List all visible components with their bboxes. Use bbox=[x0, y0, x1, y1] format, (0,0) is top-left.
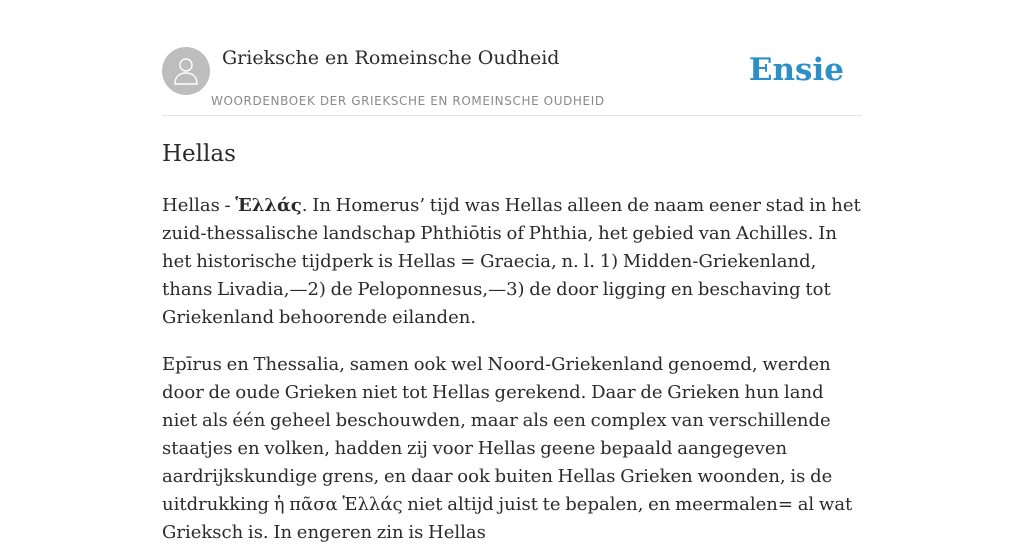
avatar[interactable] bbox=[162, 47, 210, 95]
source-title[interactable]: Grieksche en Romeinsche Oudheid bbox=[222, 47, 560, 69]
article-paragraph-2: Epīrus en Thessalia, samen ook wel Noord-Griekenland genoemd, werden door de oude Grieken niet tot Hellas gerekend. Daar de Grieken hun land niet als één geheel beschouwden, maar als een complex van verschillende staatjes en volken, hadden zij voor Hellas geene bepaald aangegeven aardrijkskundige grens, en daar ook buiten Hellas Grieken woonden, is de uitdrukking ἡ πᾶσα Ἑλλάς niet altijd juist te bepalen, en meermalen= al wat Grieksch is. In engeren zin is Hellas bbox=[162, 354, 853, 543]
header bbox=[162, 0, 862, 116]
paragraph-1-lead: Hellas - bbox=[162, 195, 236, 216]
article-paragraph-1 bbox=[162, 192, 862, 332]
paragraph-1-body: . In Homerus’ tijd was Hellas alleen de naam eener stad in het zuid-thessalische landschap Phthiōtis of Phthia, het gebied van Achilles. In het historische tijdperk is Hellas = Graecia, n. l. 1) Midden-Griekenland, thans Livadia,—2) de Peloponnesus,—3) de door ligging en beschaving tot Griekenland behoorende eilanden. bbox=[162, 195, 861, 328]
article-title: Hellas bbox=[162, 141, 236, 167]
article bbox=[162, 136, 862, 547]
source-subtitle: WOORDENBOEK DER GRIEKSCHE EN ROMEINSCHE OUDHEID bbox=[211, 94, 605, 108]
greek-term: Ἑλλάς bbox=[235, 195, 302, 216]
brand-logo[interactable]: Ensie bbox=[748, 52, 844, 88]
user-icon bbox=[172, 56, 200, 86]
